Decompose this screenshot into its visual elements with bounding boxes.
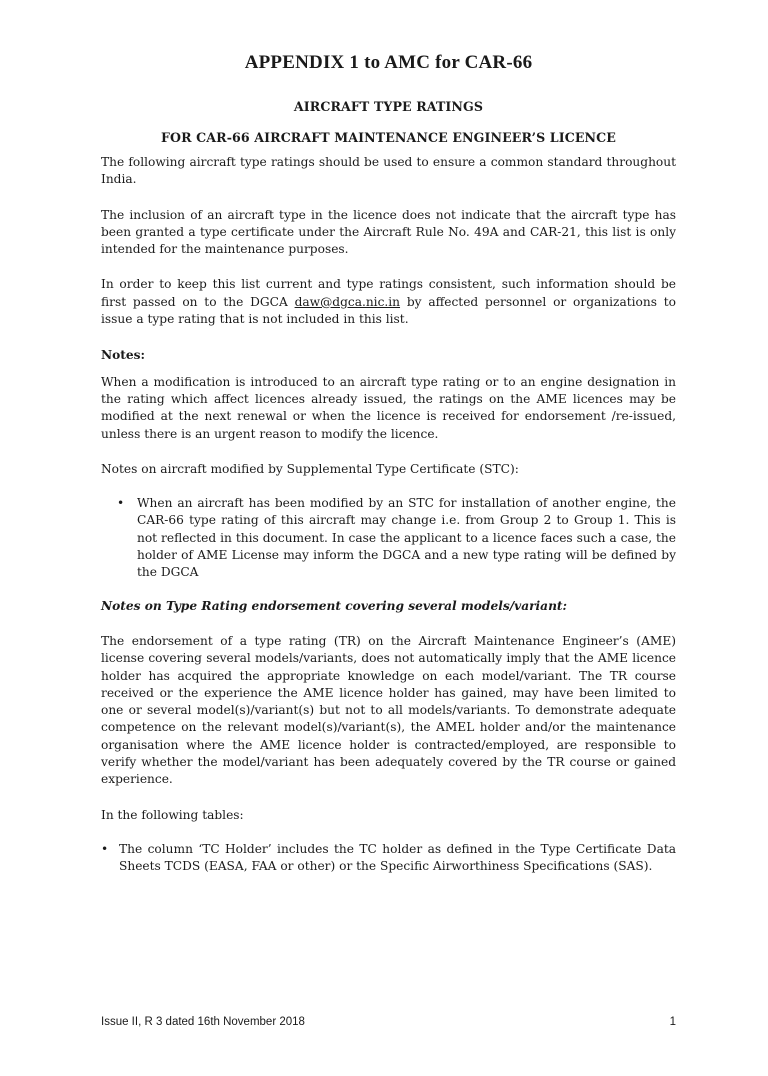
tables-intro: In the following tables:	[101, 807, 244, 822]
contact-text-after: by affected personnel or organizations to issue a type rating that is not included in this list.	[101, 294, 676, 327]
list-item	[101, 841, 676, 876]
page-title: APPENDIX 1 to AMC for CAR-66	[244, 52, 533, 73]
dgca-email-link[interactable]: daw@dgca.nic.in	[294, 294, 401, 309]
endorsement-paragraph: The endorsement of a type rating (TR) on the Aircraft Maintenance Engineer’s (AME) license covering several models/variants, does not automatically imply that the AME licence holder has acquired the appropriate knowledge on each model/variant. The TR course received or the experience the AME licence holder has gained, may have been limited to one or several model(s)/variant(s) but not to all models/variants. To demonstrate adequate competence on the relevant model(s)/variant(s), the AMEL holder and/or the maintenance organisation where the AME licence holder is contracted/employed, are responsible to verify whether the model/variant has been adequately covered by the TR course or gained experience.	[101, 633, 676, 787]
notes-paragraph: When a modification is introduced to an aircraft type rating or to an engine designation in the rating which affect licences already issued, the ratings on the AME licences may be modified at the next renewal or when the licence is received for endorsement /re-issued, unless there is an urgent reason to modify the licence.	[101, 374, 676, 441]
footer-issue: Issue II, R 3 dated 16th November 2018	[101, 1016, 305, 1028]
bullet-icon: •	[117, 496, 125, 511]
contact-paragraph	[101, 276, 676, 328]
contact-text-before: In order to keep this list current and type ratings consistent, such information should be first passed on to the DGCA	[101, 277, 676, 309]
endorsement-heading: Notes on Type Rating endorsement covering several models/variant:	[101, 598, 568, 613]
page-footer	[101, 1016, 676, 1028]
inclusion-paragraph: The inclusion of an aircraft type in the licence does not indicate that the aircraft type has been granted a type certificate under the Aircraft Rule No. 49A and CAR-21, this list is only intended for the maintenance purposes.	[101, 207, 676, 257]
tables-bullet-list	[101, 841, 676, 876]
subtitle-type-ratings: AIRCRAFT TYPE RATINGS	[293, 99, 484, 114]
stc-heading: Notes on aircraft modified by Supplemental Type Certificate (STC):	[101, 461, 519, 476]
subtitle-licence: FOR CAR-66 AIRCRAFT MAINTENANCE ENGINEER’S LICENCE	[161, 130, 616, 145]
stc-bullet-text: When an aircraft has been modified by an STC for installation of another engine, the CAR-66 type rating of this aircraft may change i.e. from Group 2 to Group 1. This is not reflected in this document. In case the applicant to a licence faces such a case, the holder of AME License may inform the DGCA and a new type rating will be defined by the DGCA	[137, 496, 676, 580]
tables-bullet-text: The column ‘TC Holder’ includes the TC holder as defined in the Type Certificate Data Sheets TCDS (EASA, FAA or other) or the Specific Airworthiness Specifications (SAS).	[119, 841, 676, 874]
list-item	[117, 495, 676, 581]
notes-heading: Notes:	[101, 348, 146, 363]
document-page	[0, 52, 768, 1076]
stc-bullet-list	[101, 495, 676, 581]
intro-paragraph: The following aircraft type ratings should be used to ensure a common standard throughout India.	[101, 155, 676, 187]
page-number: 1	[669, 1016, 676, 1028]
bullet-icon: •	[101, 841, 109, 856]
